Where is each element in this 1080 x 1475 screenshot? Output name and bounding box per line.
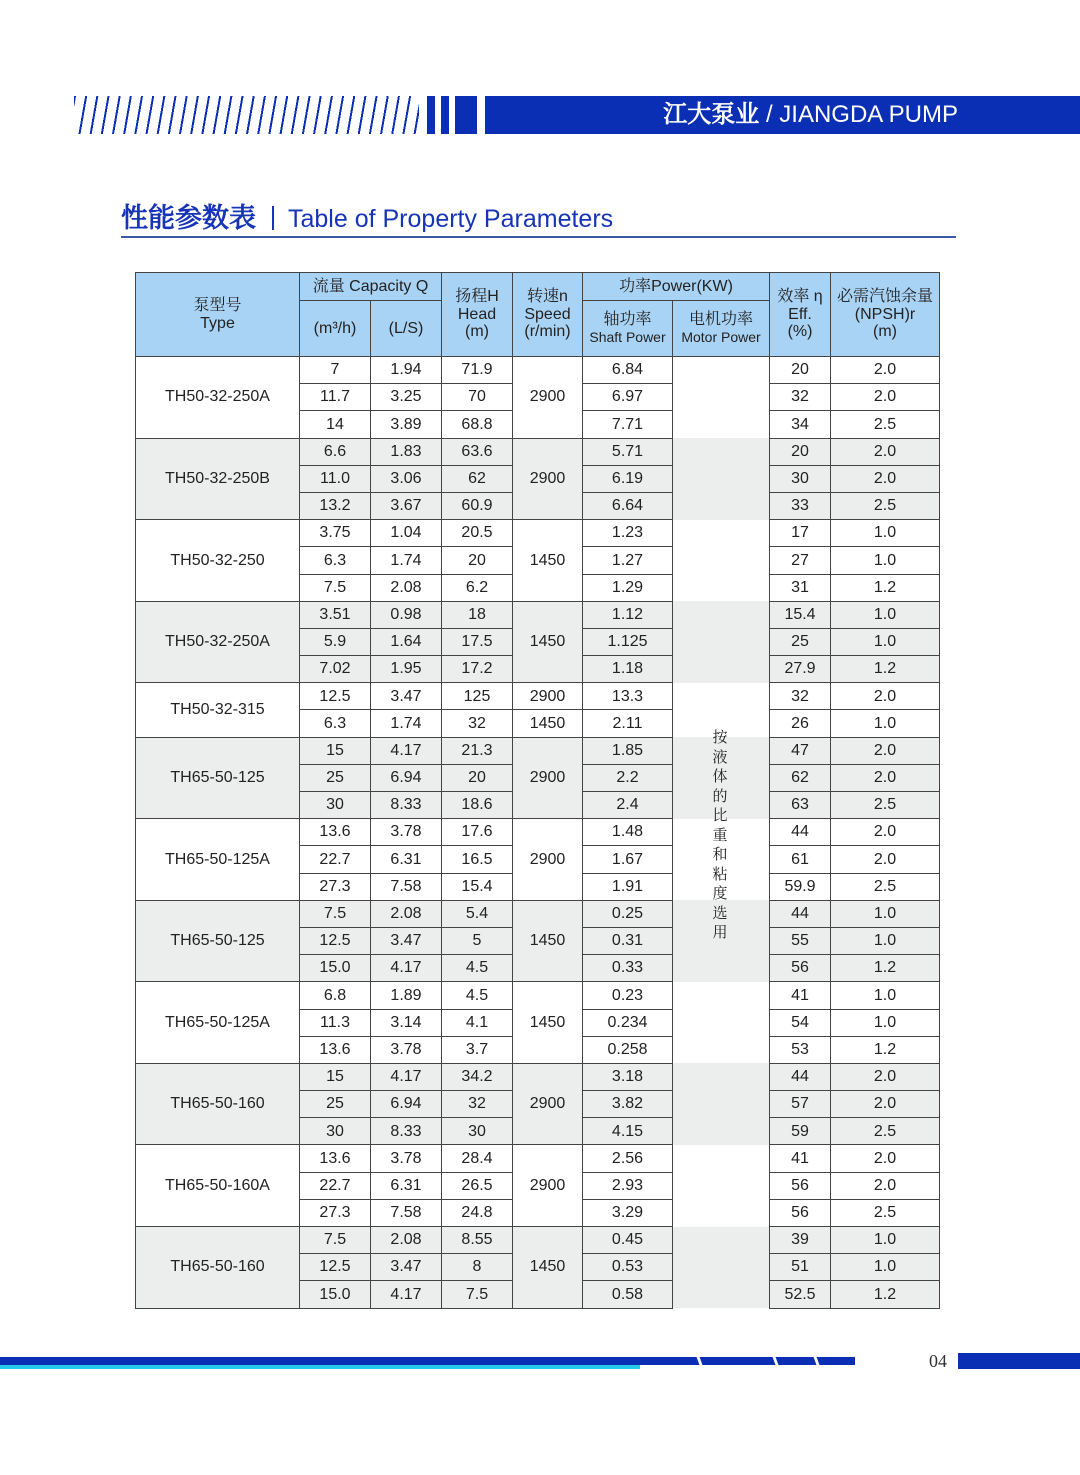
efficiency: 39 <box>770 1227 831 1254</box>
table-row <box>136 1063 940 1090</box>
efficiency: 17 <box>770 520 831 547</box>
efficiency: 47 <box>770 737 831 764</box>
shaft-power: 3.82 <box>583 1091 673 1118</box>
head: 16.5 <box>442 846 513 873</box>
capacity-ls: 1.95 <box>371 656 442 683</box>
npsh: 2.5 <box>831 411 940 438</box>
col-capacity: 流量 Capacity Q <box>300 273 442 301</box>
capacity-m3h: 14 <box>300 411 371 438</box>
head: 32 <box>442 1091 513 1118</box>
head: 26.5 <box>442 1172 513 1199</box>
col-speed: 转速n Speed (r/min) <box>513 273 583 357</box>
col-ls: (L/S) <box>371 301 442 357</box>
head: 8.55 <box>442 1227 513 1254</box>
shaft-power: 7.71 <box>583 411 673 438</box>
capacity-ls: 3.78 <box>371 819 442 846</box>
shaft-power: 6.64 <box>583 492 673 519</box>
npsh: 1.2 <box>831 1281 940 1308</box>
shaft-power: 1.29 <box>583 574 673 601</box>
capacity-ls: 8.33 <box>371 792 442 819</box>
pump-type: TH65-50-160A <box>136 1145 300 1227</box>
capacity-m3h: 27.3 <box>300 1199 371 1226</box>
capacity-ls: 3.47 <box>371 927 442 954</box>
capacity-ls: 3.06 <box>371 465 442 492</box>
efficiency: 26 <box>770 710 831 737</box>
head: 70 <box>442 384 513 411</box>
npsh: 2.0 <box>831 1063 940 1090</box>
capacity-m3h: 25 <box>300 1091 371 1118</box>
capacity-m3h: 12.5 <box>300 1254 371 1281</box>
capacity-ls: 3.47 <box>371 1254 442 1281</box>
efficiency: 54 <box>770 1009 831 1036</box>
pump-type: TH65-50-160 <box>136 1063 300 1145</box>
head: 34.2 <box>442 1063 513 1090</box>
npsh: 1.0 <box>831 1254 940 1281</box>
npsh: 2.0 <box>831 683 940 710</box>
table-row <box>136 683 940 710</box>
shaft-power: 3.29 <box>583 1199 673 1226</box>
npsh: 1.0 <box>831 1227 940 1254</box>
capacity-ls: 2.08 <box>371 900 442 927</box>
head: 20.5 <box>442 520 513 547</box>
speed: 2900 <box>513 1063 583 1145</box>
capacity-ls: 4.17 <box>371 1063 442 1090</box>
pump-type: TH65-50-125 <box>136 737 300 819</box>
head: 24.8 <box>442 1199 513 1226</box>
title-underline <box>121 236 956 238</box>
capacity-m3h: 15.0 <box>300 1281 371 1308</box>
shaft-power: 0.45 <box>583 1227 673 1254</box>
npsh: 2.0 <box>831 819 940 846</box>
npsh: 1.0 <box>831 900 940 927</box>
capacity-m3h: 6.8 <box>300 982 371 1009</box>
efficiency: 20 <box>770 357 831 384</box>
head: 21.3 <box>442 737 513 764</box>
efficiency: 33 <box>770 492 831 519</box>
pump-type: TH50-32-250B <box>136 438 300 520</box>
motor-power-cell <box>673 982 770 1064</box>
efficiency: 63 <box>770 792 831 819</box>
capacity-m3h: 22.7 <box>300 1172 371 1199</box>
capacity-ls: 3.89 <box>371 411 442 438</box>
shaft-power: 6.84 <box>583 357 673 384</box>
col-head: 扬程H Head (m) <box>442 273 513 357</box>
speed: 2900 <box>513 683 583 710</box>
shaft-power: 6.19 <box>583 465 673 492</box>
table-row <box>136 357 940 384</box>
shaft-power: 1.18 <box>583 656 673 683</box>
title-divider <box>272 206 274 230</box>
pump-type: TH50-32-250A <box>136 601 300 683</box>
capacity-m3h: 30 <box>300 1118 371 1145</box>
efficiency: 56 <box>770 1172 831 1199</box>
page-number: 04 <box>929 1351 947 1371</box>
shaft-power: 2.11 <box>583 710 673 737</box>
capacity-m3h: 13.6 <box>300 1036 371 1063</box>
head: 15.4 <box>442 873 513 900</box>
head: 8 <box>442 1254 513 1281</box>
motor-power-note: 按液体的比重和粘度选用 <box>712 729 728 941</box>
shaft-power: 1.85 <box>583 737 673 764</box>
efficiency: 30 <box>770 465 831 492</box>
shaft-power: 5.71 <box>583 438 673 465</box>
capacity-m3h: 6.3 <box>300 710 371 737</box>
speed: 2900 <box>513 438 583 520</box>
pump-type: TH65-50-125A <box>136 819 300 901</box>
shaft-power: 1.23 <box>583 520 673 547</box>
head: 4.5 <box>442 955 513 982</box>
efficiency: 59 <box>770 1118 831 1145</box>
capacity-ls: 3.47 <box>371 683 442 710</box>
col-power: 功率Power(KW) <box>583 273 770 301</box>
head: 18 <box>442 601 513 628</box>
npsh: 1.0 <box>831 601 940 628</box>
npsh: 1.0 <box>831 927 940 954</box>
brand-en: JIANGDA PUMP <box>779 101 958 128</box>
npsh: 1.2 <box>831 574 940 601</box>
shaft-power: 2.4 <box>583 792 673 819</box>
efficiency: 44 <box>770 1063 831 1090</box>
shaft-power: 0.58 <box>583 1281 673 1308</box>
head: 125 <box>442 683 513 710</box>
parameters-table <box>135 272 940 1309</box>
head: 4.5 <box>442 982 513 1009</box>
capacity-m3h: 6.6 <box>300 438 371 465</box>
efficiency: 61 <box>770 846 831 873</box>
capacity-m3h: 22.7 <box>300 846 371 873</box>
motor-power-cell <box>673 601 770 683</box>
efficiency: 53 <box>770 1036 831 1063</box>
table-row <box>136 1145 940 1172</box>
npsh: 1.0 <box>831 710 940 737</box>
efficiency: 56 <box>770 955 831 982</box>
speed: 2900 <box>513 737 583 819</box>
shaft-power: 1.12 <box>583 601 673 628</box>
efficiency: 25 <box>770 628 831 655</box>
col-npsh: 必需汽蚀余量 (NPSH)r (m) <box>831 273 940 357</box>
head: 3.7 <box>442 1036 513 1063</box>
speed: 2900 <box>513 819 583 901</box>
speed: 1450 <box>513 601 583 683</box>
head: 17.2 <box>442 656 513 683</box>
speed: 1450 <box>513 900 583 982</box>
motor-power-cell <box>673 520 770 602</box>
npsh: 2.0 <box>831 846 940 873</box>
capacity-m3h: 7.5 <box>300 900 371 927</box>
capacity-m3h: 13.6 <box>300 819 371 846</box>
table-row <box>136 520 940 547</box>
decorative-stripes <box>74 96 419 134</box>
head: 17.6 <box>442 819 513 846</box>
shaft-power: 1.48 <box>583 819 673 846</box>
decorative-bar <box>441 96 449 134</box>
shaft-power: 0.53 <box>583 1254 673 1281</box>
npsh: 2.0 <box>831 1091 940 1118</box>
speed: 1450 <box>513 1227 583 1309</box>
capacity-m3h: 27.3 <box>300 873 371 900</box>
decorative-bar <box>427 96 435 134</box>
efficiency: 32 <box>770 384 831 411</box>
capacity-ls: 7.58 <box>371 873 442 900</box>
speed: 1450 <box>513 710 583 737</box>
efficiency: 59.9 <box>770 873 831 900</box>
page-number-bar <box>958 1353 1080 1369</box>
npsh: 2.0 <box>831 1172 940 1199</box>
pump-type: TH65-50-125A <box>136 982 300 1064</box>
efficiency: 32 <box>770 683 831 710</box>
npsh: 1.0 <box>831 547 940 574</box>
capacity-m3h: 13.2 <box>300 492 371 519</box>
head: 30 <box>442 1118 513 1145</box>
efficiency: 62 <box>770 764 831 791</box>
col-type: 泵型号 Type <box>136 273 300 357</box>
npsh: 1.0 <box>831 982 940 1009</box>
npsh: 2.5 <box>831 1199 940 1226</box>
head: 63.6 <box>442 438 513 465</box>
capacity-m3h: 6.3 <box>300 547 371 574</box>
head: 20 <box>442 547 513 574</box>
npsh: 2.5 <box>831 492 940 519</box>
head: 68.8 <box>442 411 513 438</box>
npsh: 2.5 <box>831 873 940 900</box>
capacity-m3h: 11.0 <box>300 465 371 492</box>
head: 6.2 <box>442 574 513 601</box>
capacity-ls: 7.58 <box>371 1199 442 1226</box>
efficiency: 57 <box>770 1091 831 1118</box>
head: 32 <box>442 710 513 737</box>
efficiency: 34 <box>770 411 831 438</box>
speed: 2900 <box>513 1145 583 1227</box>
capacity-ls: 8.33 <box>371 1118 442 1145</box>
efficiency: 44 <box>770 900 831 927</box>
motor-power-cell <box>673 1063 770 1145</box>
speed: 1450 <box>513 982 583 1064</box>
head: 7.5 <box>442 1281 513 1308</box>
capacity-ls: 2.08 <box>371 574 442 601</box>
shaft-power: 1.27 <box>583 547 673 574</box>
shaft-power: 4.15 <box>583 1118 673 1145</box>
capacity-ls: 6.94 <box>371 764 442 791</box>
npsh: 1.2 <box>831 656 940 683</box>
motor-power-cell <box>673 1145 770 1227</box>
head: 71.9 <box>442 357 513 384</box>
capacity-m3h: 30 <box>300 792 371 819</box>
table-row <box>136 900 940 927</box>
efficiency: 56 <box>770 1199 831 1226</box>
npsh: 2.0 <box>831 438 940 465</box>
head: 18.6 <box>442 792 513 819</box>
capacity-ls: 2.08 <box>371 1227 442 1254</box>
motor-power-cell <box>673 357 770 439</box>
capacity-ls: 4.17 <box>371 955 442 982</box>
shaft-power: 13.3 <box>583 683 673 710</box>
capacity-ls: 3.25 <box>371 384 442 411</box>
npsh: 1.0 <box>831 520 940 547</box>
efficiency: 44 <box>770 819 831 846</box>
pump-type: TH50-32-250 <box>136 520 300 602</box>
col-shaft-power: 轴功率 Shaft Power <box>583 301 673 357</box>
footer-accent-bar <box>0 1365 640 1369</box>
shaft-power: 2.93 <box>583 1172 673 1199</box>
efficiency: 41 <box>770 982 831 1009</box>
npsh: 2.5 <box>831 792 940 819</box>
efficiency: 51 <box>770 1254 831 1281</box>
head: 5.4 <box>442 900 513 927</box>
npsh: 1.0 <box>831 628 940 655</box>
table-row <box>136 438 940 465</box>
table-row <box>136 1227 940 1254</box>
capacity-m3h: 15 <box>300 737 371 764</box>
capacity-ls: 3.78 <box>371 1036 442 1063</box>
capacity-ls: 1.74 <box>371 710 442 737</box>
capacity-m3h: 3.51 <box>300 601 371 628</box>
shaft-power: 0.33 <box>583 955 673 982</box>
pump-type: TH50-32-250A <box>136 357 300 439</box>
head: 28.4 <box>442 1145 513 1172</box>
capacity-ls: 1.83 <box>371 438 442 465</box>
page-title <box>121 196 613 235</box>
npsh: 2.0 <box>831 465 940 492</box>
pump-type: TH50-32-315 <box>136 683 300 737</box>
capacity-m3h: 11.3 <box>300 1009 371 1036</box>
shaft-power: 0.258 <box>583 1036 673 1063</box>
shaft-power: 6.97 <box>583 384 673 411</box>
shaft-power: 0.25 <box>583 900 673 927</box>
efficiency: 41 <box>770 1145 831 1172</box>
capacity-m3h: 15 <box>300 1063 371 1090</box>
shaft-power: 1.125 <box>583 628 673 655</box>
capacity-ls: 1.74 <box>371 547 442 574</box>
shaft-power: 2.2 <box>583 764 673 791</box>
capacity-m3h: 15.0 <box>300 955 371 982</box>
npsh: 1.2 <box>831 1036 940 1063</box>
capacity-m3h: 3.75 <box>300 520 371 547</box>
head: 60.9 <box>442 492 513 519</box>
capacity-ls: 3.78 <box>371 1145 442 1172</box>
shaft-power: 3.18 <box>583 1063 673 1090</box>
col-m3h: (m³/h) <box>300 301 371 357</box>
col-eff: 效率 η Eff. (%) <box>770 273 831 357</box>
capacity-m3h: 11.7 <box>300 384 371 411</box>
head: 5 <box>442 927 513 954</box>
col-motor-power: 电机功率 Motor Power <box>673 301 770 357</box>
capacity-ls: 0.98 <box>371 601 442 628</box>
efficiency: 31 <box>770 574 831 601</box>
capacity-m3h: 25 <box>300 764 371 791</box>
table-row <box>136 819 940 846</box>
capacity-ls: 1.04 <box>371 520 442 547</box>
efficiency: 20 <box>770 438 831 465</box>
npsh: 1.0 <box>831 1009 940 1036</box>
efficiency: 27 <box>770 547 831 574</box>
npsh: 2.0 <box>831 764 940 791</box>
shaft-power: 2.56 <box>583 1145 673 1172</box>
brand-separator: / <box>765 101 773 128</box>
speed: 1450 <box>513 520 583 602</box>
capacity-ls: 3.14 <box>371 1009 442 1036</box>
motor-power-cell <box>673 438 770 520</box>
decorative-bar <box>455 96 477 134</box>
footer-bar <box>0 1357 855 1365</box>
capacity-m3h: 7 <box>300 357 371 384</box>
capacity-m3h: 5.9 <box>300 628 371 655</box>
npsh: 2.0 <box>831 357 940 384</box>
pump-type: TH65-50-125 <box>136 900 300 982</box>
efficiency: 15.4 <box>770 601 831 628</box>
capacity-ls: 6.31 <box>371 846 442 873</box>
capacity-m3h: 12.5 <box>300 683 371 710</box>
shaft-power: 1.91 <box>583 873 673 900</box>
shaft-power: 0.234 <box>583 1009 673 1036</box>
title-cn: 性能参数表 <box>121 203 256 233</box>
head: 20 <box>442 764 513 791</box>
capacity-ls: 4.17 <box>371 737 442 764</box>
capacity-ls: 1.94 <box>371 357 442 384</box>
pump-type: TH65-50-160 <box>136 1227 300 1309</box>
efficiency: 52.5 <box>770 1281 831 1308</box>
speed: 2900 <box>513 357 583 439</box>
capacity-ls: 1.64 <box>371 628 442 655</box>
shaft-power: 0.31 <box>583 927 673 954</box>
efficiency: 27.9 <box>770 656 831 683</box>
npsh: 2.0 <box>831 737 940 764</box>
capacity-m3h: 13.6 <box>300 1145 371 1172</box>
capacity-ls: 1.89 <box>371 982 442 1009</box>
npsh: 2.0 <box>831 1145 940 1172</box>
shaft-power: 0.23 <box>583 982 673 1009</box>
capacity-ls: 6.94 <box>371 1091 442 1118</box>
table-row <box>136 982 940 1009</box>
shaft-power: 1.67 <box>583 846 673 873</box>
npsh: 2.0 <box>831 384 940 411</box>
head: 4.1 <box>442 1009 513 1036</box>
capacity-ls: 3.67 <box>371 492 442 519</box>
table-row <box>136 737 940 764</box>
capacity-m3h: 7.02 <box>300 656 371 683</box>
title-en: Table of Property Parameters <box>288 205 614 233</box>
capacity-m3h: 7.5 <box>300 574 371 601</box>
table-row <box>136 601 940 628</box>
head: 62 <box>442 465 513 492</box>
capacity-ls: 6.31 <box>371 1172 442 1199</box>
efficiency: 55 <box>770 927 831 954</box>
capacity-ls: 4.17 <box>371 1281 442 1308</box>
capacity-m3h: 12.5 <box>300 927 371 954</box>
brand-cn: 江大泵业 <box>663 101 760 128</box>
head: 17.5 <box>442 628 513 655</box>
brand-banner <box>485 96 1080 134</box>
npsh: 1.2 <box>831 955 940 982</box>
capacity-m3h: 7.5 <box>300 1227 371 1254</box>
npsh: 2.5 <box>831 1118 940 1145</box>
motor-power-cell <box>673 1227 770 1309</box>
